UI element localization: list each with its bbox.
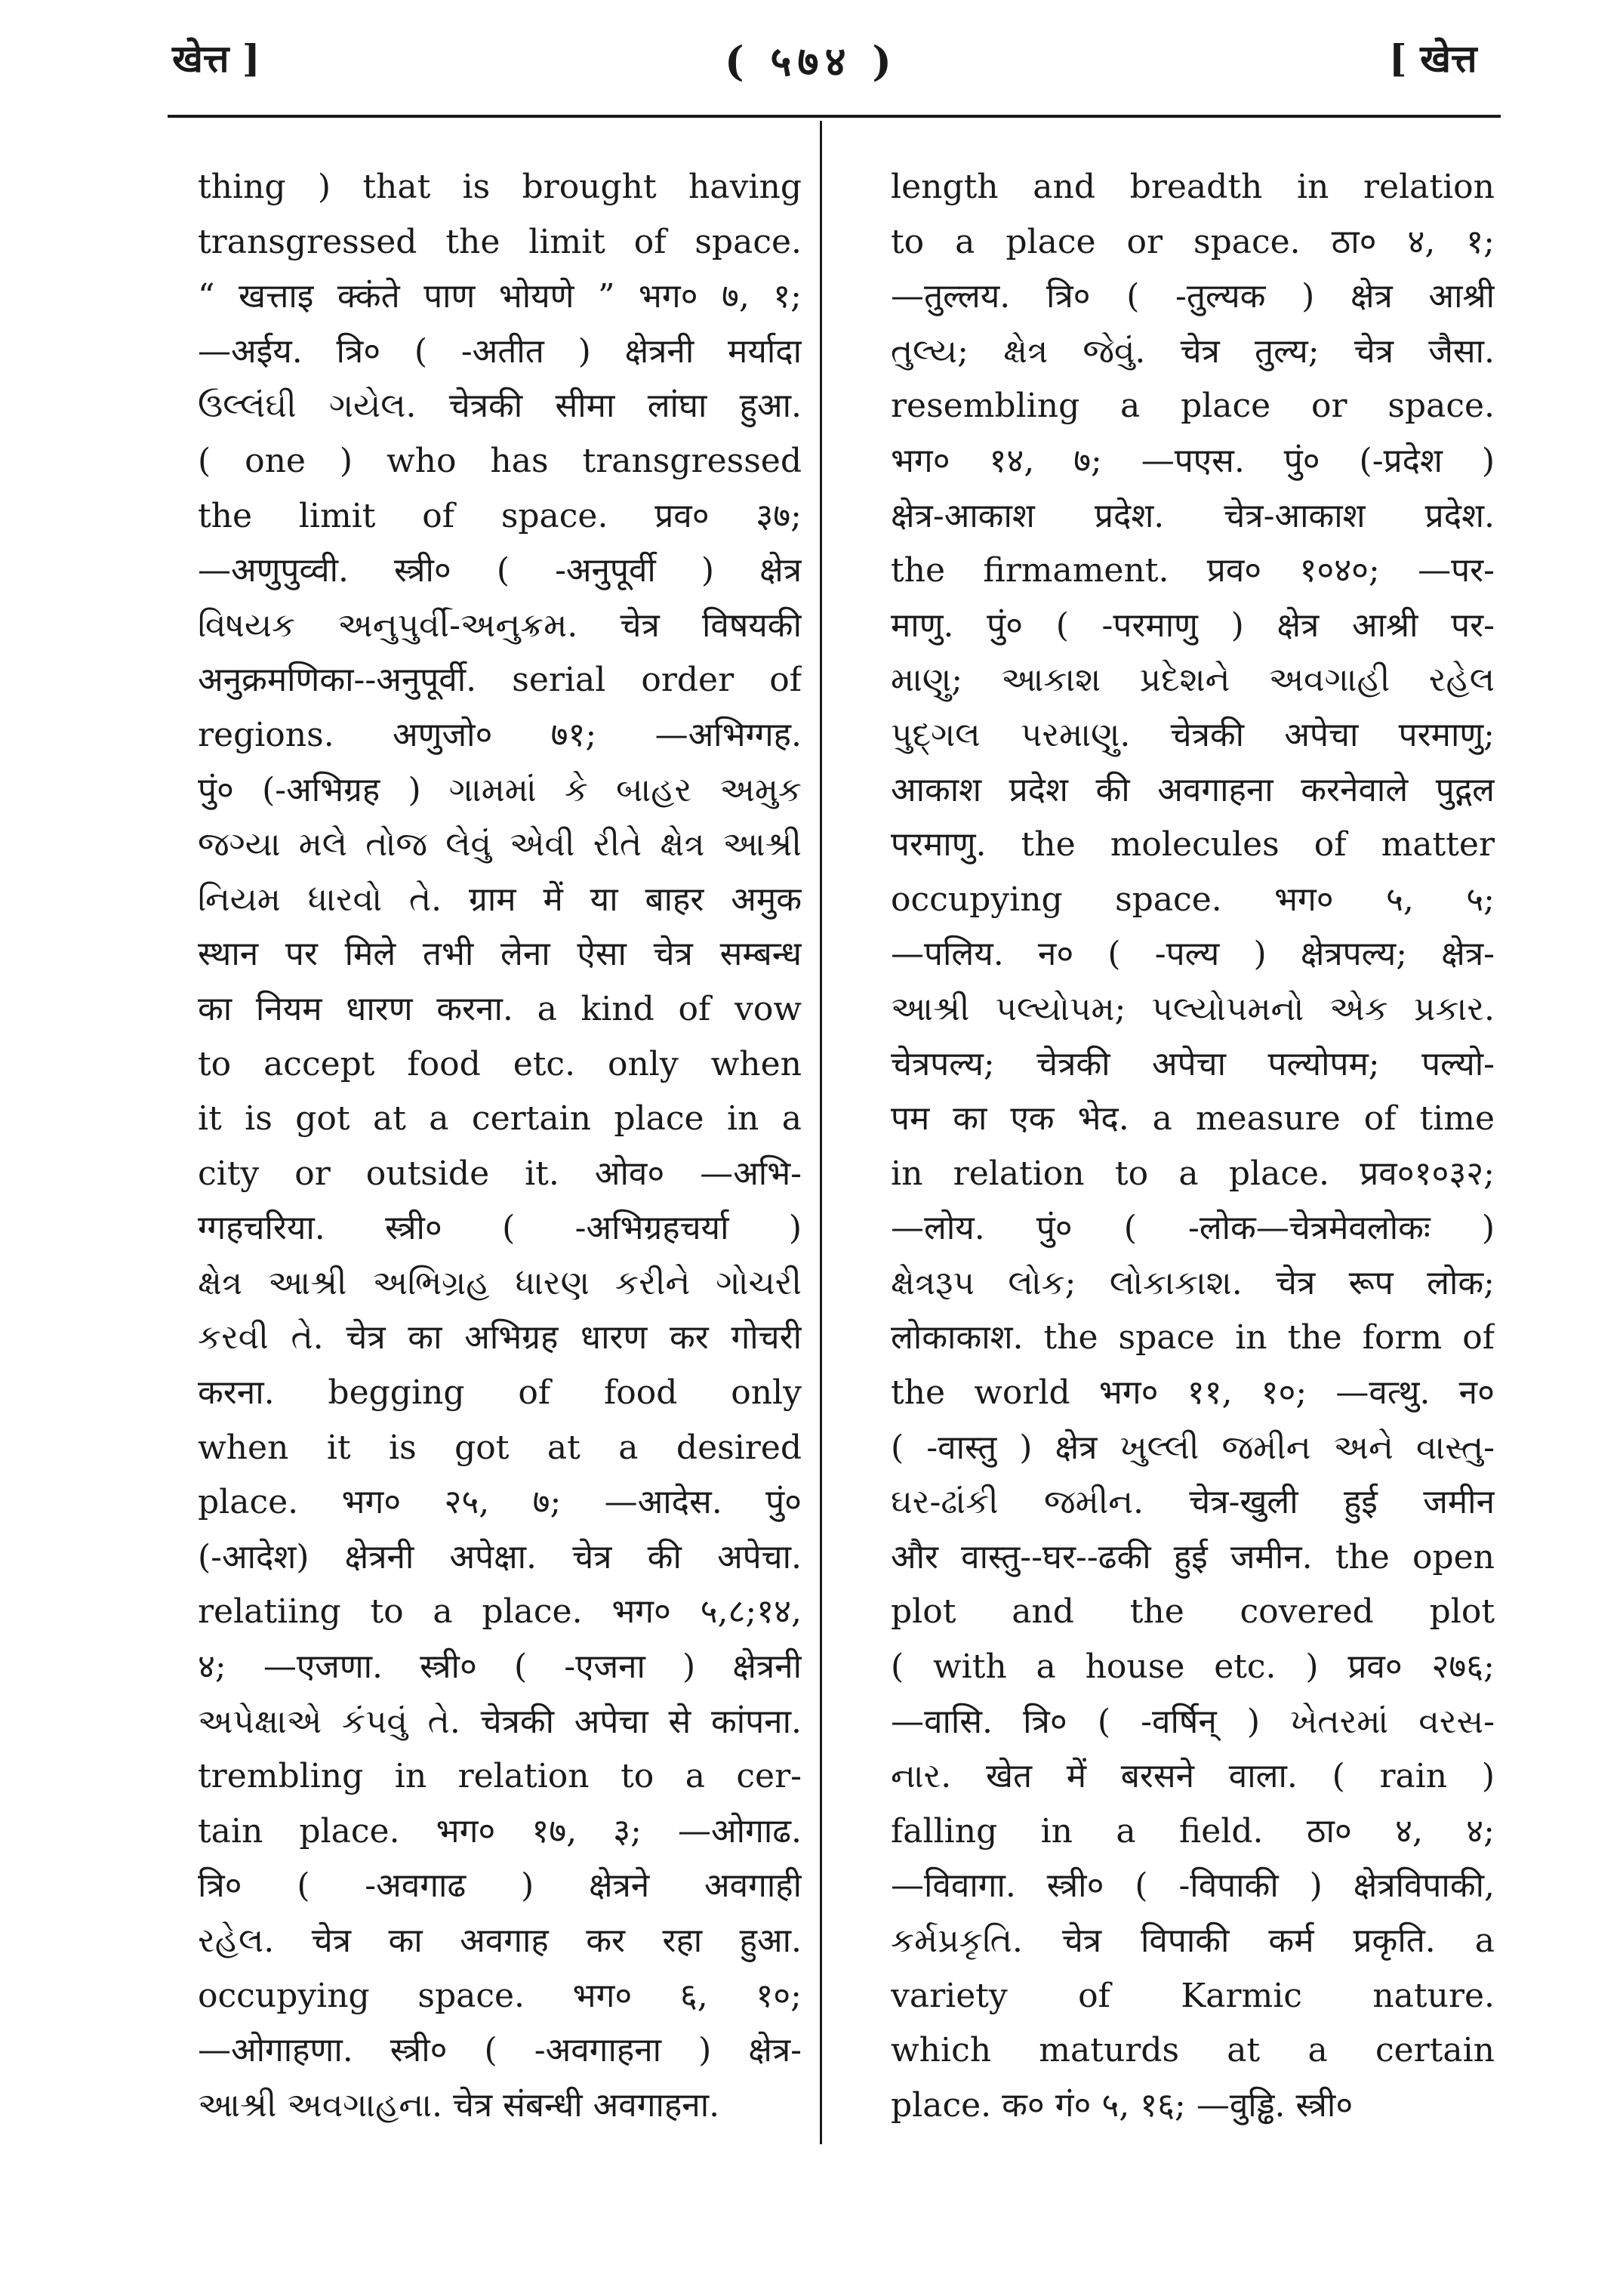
header-rule [168,115,1501,118]
column-divider [820,121,822,2144]
text-line: thing ) that is brought having [198,168,802,206]
right-column [891,160,1495,2133]
text-line: the firmament. प्रव० १०४०; —पर- [891,551,1495,590]
text-line: રહેલ. चेत्र का अवगाह कर रहा हुआ. [198,1922,802,1960]
left-headword: खेत्त ] [172,36,260,81]
text-line: tain place. भग० १७, ३; —ओगाढ. [198,1811,802,1851]
text-line: relatiing to a place. भग० ५,८;१४, [198,1592,802,1632]
text-line: —अईय. त्रि० ( -अतीत ) क्षेत्रनी मर्यादा [198,331,802,371]
text-line: ४; —एजणा. स्त्री० ( -एजना ) क्षेत्रनी [198,1647,802,1687]
text-line: આશ્રી પલ્યોપમ; પલ્યોપમનો એક પ્રકાર. [891,989,1495,1028]
text-line: पुं० (-अभिग्रह ) ગામમાં કે બાહર અમુક [198,770,802,809]
text-line: (-आदेश) क्षेत्रनी अपेक्षा. चेत्र की अपेचा. [198,1537,802,1576]
page-header [0,0,1623,121]
text-line: का नियम धारण करना. a kind of vow [198,989,802,1028]
text-line: place. भग० २५, ७; —आदेस. पुं० [198,1483,802,1522]
text-line: કર્મપ્રકૃતિ. चेत्र विपाकी कर्म प्रकृति. a [891,1922,1495,1960]
text-line: માણુ; આકાશ પ્રદેશને અવગાહી રહેલ [891,661,1495,700]
text-line: ( with a house etc. ) प्रव० २७६; [891,1647,1495,1687]
text-line: city or outside it. ओव० —अभि- [198,1154,802,1193]
text-line: plot and the covered plot [891,1592,1495,1632]
text-line: “ खत्ताइ क्कंते पाण भोयणे ” भग० ७, १; [198,277,802,316]
text-line: ग्गहचरिया. स्त्री० ( -अभिग्रहचर्या ) [198,1209,802,1248]
text-line: —विवागा. स्त्री० ( -विपाकी ) क्षेत्रविपाकी, [891,1866,1495,1906]
text-line: પુદ્ગલ પરમાણુ. चेत्रकी अपेचा परमाणु; [891,715,1495,754]
text-line: variety of Karmic nature. [891,1976,1495,2015]
text-line: —तुल्लय. त्रि० ( -तुल्यक ) क्षेत्र आश्री [891,277,1495,316]
text-line: —ओगाहणा. स्त्री० ( -अवगाहना ) क्षेत्र- [198,2031,802,2070]
text-line: it is got at a certain place in a [198,1099,802,1139]
text-line: और वास्तु--घर--ढकी हुई जमीन. the open [891,1537,1495,1576]
text-line: regions. अणुजो० ७१; —अभिग्गह. [198,715,802,754]
text-line: ( one ) who has transgressed [198,441,802,480]
text-line: आकाश प्रदेश की अवगाहना करनेवाले पुद्गल [891,770,1495,809]
text-line: भग० १४, ७; —पएस. पुं० (-प्रदेश ) [891,441,1495,480]
text-line: त्रि० ( -अवगाढ ) क्षेत्रने अवगाही [198,1866,802,1906]
text-line: falling in a field. ठा० ४, ४; [891,1811,1495,1851]
text-line: trembling in relation to a cer- [198,1757,802,1796]
text-line: અપેક્ષાએ કંપવું તે. चेत्रकी अपेचा से कांपना. [198,1702,802,1741]
text-line: length and breadth in relation [891,168,1495,206]
text-line: —अणुपुव्वी. स्त्री० ( -अनुपूर्वी ) क्षेत्र [198,551,802,590]
text-line: पम का एक भेद. a measure of time [891,1099,1495,1139]
text-line: occupying space. भग० ५, ५; [891,880,1495,919]
text-line: in relation to a place. प्रव०१०३२; [891,1154,1495,1193]
text-line: નિયમ ધારવો તે. ग्राम में या बाहर अमुक [198,880,802,919]
text-line: place. क० गं० ५, १६; —वुड्ढि. स्त्री० [891,2085,1354,2125]
text-line: resembling a place or space. [891,387,1495,426]
text-line: which maturds at a certain [891,2031,1495,2070]
text-line: to a place or space. ठा० ४, १; [891,222,1495,261]
text-line: કરવી તે. चेत्र का अभिग्रह धारण कर गोचरी [198,1318,802,1358]
text-line: लोकाकाश. the space in the form of [891,1318,1495,1358]
text-line: જગ્યા મલે તોજ લેવું એવી રીતે ક્ષેત્ર આશ્રી [198,825,802,864]
text-line: when it is got at a desired [198,1428,802,1467]
text-line: the world भग० ११, १०; —वत्थु. न० [891,1373,1495,1413]
text-line: ઘર-ઢાંકી જમીન. चेत्र-खुली हुई जमीन [891,1483,1495,1522]
text-line: स्थान पर मिले तभी लेना ऐसा चेत्र सम्बन्ध [198,935,802,974]
text-line: क्षेत्र-आकाश प्रदेश. चेत्र-आकाश प्रदेश. [891,496,1495,535]
text-line: माणु. पुं० ( -परमाणु ) क्षेत्र आश्री पर- [891,606,1495,645]
text-line: अनुक्रमणिका--अनुपूर्वी. serial order of [198,661,802,700]
text-line: આશ્રી અવગાહના. चेत्र संबन्धी अवगाहना. [198,2085,720,2125]
text-line: the limit of space. प्रव० ३७; [198,496,802,535]
page-number: ( ५७४ ) [725,37,898,85]
text-line: —लोय. पुं० ( -लोक—चेत्रमेवलोकः ) [891,1209,1495,1248]
text-line: ઉલ્લંઘી ગયેલ. चेत्रकी सीमा लांघा हुआ. [198,387,802,426]
text-line: —वासि. त्रि० ( -वर्षिन् ) ખેતરમાં વરસ- [891,1702,1495,1741]
text-line: ( -वास्तु ) क्षेत्र ખુલ્લી જમીન અને વાસ્તુ- [891,1428,1495,1467]
text-line: ક્ષેત્રરૂપ લોક; લોકાકાશ. चेत्र रूप लोक; [891,1263,1495,1302]
text-line: occupying space. भग० ६, १०; [198,1976,802,2015]
text-line: to accept food etc. only when [198,1044,802,1083]
text-line: તુલ્ય; ક્ષેત્ર જેવું. चेत्र तुल्य; चेत्र जैसा. [891,331,1495,371]
text-line: चेत्रपल्य; चेत्रकी अपेचा पल्योपम; पल्यो- [891,1044,1495,1083]
text-line: परमाणु. the molecules of matter [891,825,1495,864]
text-line: —पलिय. न० ( -पल्य ) क्षेत्रपल्य; क्षेत्र- [891,935,1495,974]
text-line: વિષયક અનુપુર્વી-અનુક્રમ. चेत्र विषयकी [198,606,802,645]
right-headword: [ खेत्त [1389,36,1477,81]
text-line: નાર. खेत में बरसने वाला. ( rain ) [891,1757,1495,1796]
text-line: transgressed the limit of space. [198,222,802,261]
text-line: करना. begging of food only [198,1373,802,1413]
text-line: ક્ષેત્ર આશ્રી અભિગ્રહ ધારણ કરીને ગોચરી [198,1263,802,1302]
left-column [198,160,802,2133]
